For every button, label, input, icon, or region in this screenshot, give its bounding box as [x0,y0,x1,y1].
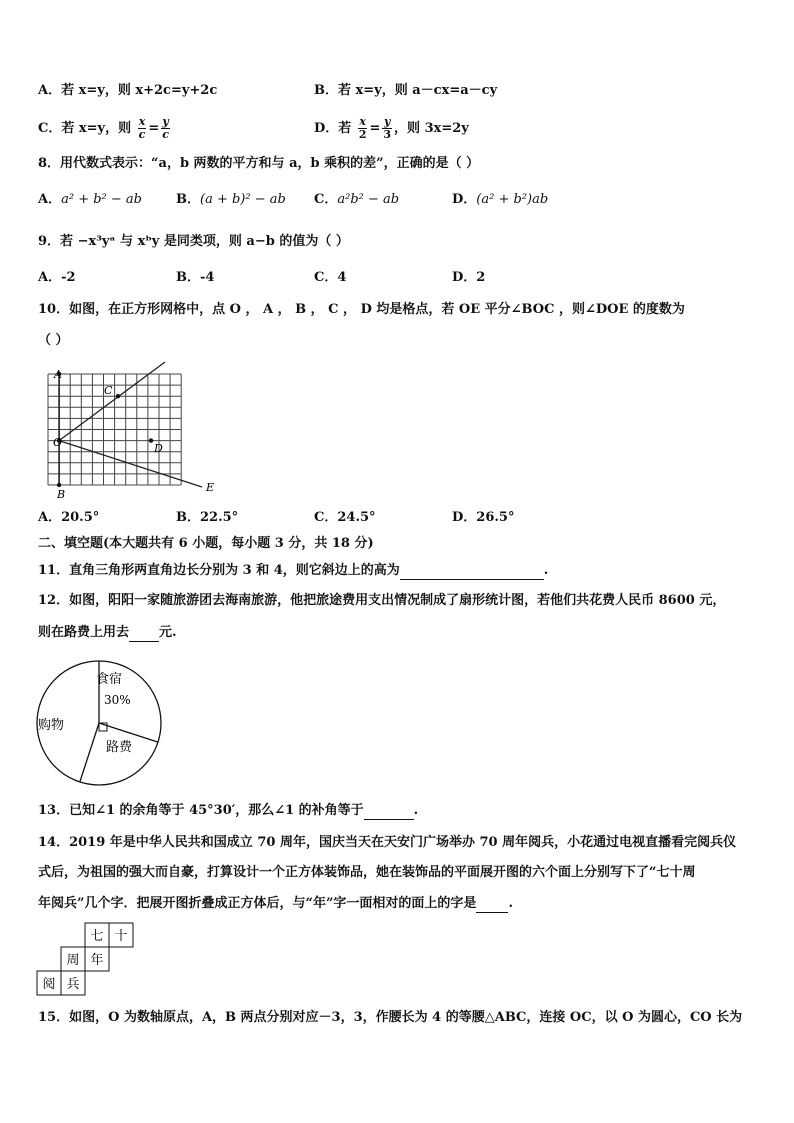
option-label: C． [314,192,338,207]
fraction [138,116,147,141]
option-label: B． [176,192,200,207]
option-text: 若 x=y，则 x+2c=y+2c [61,83,218,98]
option-label: C． [38,121,62,136]
question-text: 年阅兵”几个字．把展开图折叠成正方体后，与“年”字一面相对的面上的字是 [38,896,477,911]
q8-option-c [314,191,399,209]
net-char: 七 [90,929,104,944]
q8-option-d [452,191,548,209]
q14-line2: 式后，为祖国的强大而自豪，打算设计一个正方体装饰品，她在装饰品的平面展开图的六个面上分别写下了“七十周 [38,865,696,880]
net-char: 周 [66,953,80,968]
option-text: -2 [61,270,76,285]
sector-label-food: 食宿 [96,672,123,687]
q14-line1: 14．2019 年是中华人民共和国成立 70 周年，国庆当天在天安门广场举办 70 周年阅兵，小花通过电视直播看完阅兵仪 [38,835,737,850]
numerator: y [384,115,391,128]
option-label: A． [38,83,62,98]
q7-option-d [314,116,469,141]
option-text: 4 [337,270,347,285]
sector-label-travel: 路费 [106,740,133,755]
q10-option-a [38,509,99,527]
net-char: 年 [90,953,104,968]
option-text: 26.5° [476,510,515,525]
cube-net [36,922,138,996]
option-label: B． [176,510,200,525]
label-c: C [104,384,113,397]
option-label: A． [38,270,62,285]
q11 [38,562,548,580]
option-text: ，则 3x=2y [394,121,469,136]
option-label: A． [38,510,62,525]
question-end: 元. [159,625,177,640]
equals-sign: = [369,121,381,136]
numerator: x [359,115,366,128]
denominator: 2 [358,128,367,141]
sector-label-shopping: 购物 [38,718,65,733]
option-text: 若 x=y，则 [61,121,132,136]
q12-line1: 12．如图，阳阳一家随旅游团去海南旅游，他把旅途费用支出情况制成了扇形统计图，若他们共花费人民币 8600 元， [38,593,726,608]
q8-option-a [38,191,142,209]
label-d: D [154,442,163,455]
option-label: C． [314,270,338,285]
q7-option-b [314,82,497,100]
q10-option-b [176,509,238,527]
q7-option-a [38,82,217,100]
question-text: 11．直角三角形两直角边长分别为 3 和 4，则它斜边上的高为 [38,563,400,578]
point-d [149,438,153,442]
q9-option-c [314,269,346,287]
numerator: x [138,115,146,128]
q10-option-c [314,509,376,527]
option-label: D． [452,270,477,285]
denominator: 3 [383,128,392,141]
answer-blank[interactable] [129,627,159,642]
grid-figure [40,360,230,502]
q15: 15．如图，O 为数轴原点，A，B 两点分别对应－3，3，作腰长为 4 的等腰△ABC，连接 OC，以 O 为圆心，CO 长为 [38,1010,743,1025]
option-text: -4 [200,270,215,285]
answer-blank[interactable] [476,898,508,913]
option-label: D． [452,192,477,207]
answer-blank[interactable] [400,565,544,580]
question-end: . [413,803,419,818]
grid [48,374,181,485]
question-end: . [543,563,549,578]
q9-option-d [452,269,485,287]
option-expression: (a² + b²)ab [476,192,549,207]
option-text: 24.5° [337,510,376,525]
option-label: D． [314,121,339,136]
question-end: . [508,896,513,911]
denominator: c [138,128,146,141]
fraction [358,116,368,141]
option-label: A． [38,192,62,207]
fraction [161,116,170,141]
option-label: D． [452,510,477,525]
q9-option-b [176,269,214,287]
numerator: y [162,115,169,128]
sector-percent-food: 30% [104,693,131,707]
option-text: 若 x=y，则 a－cx=a－cy [338,83,498,98]
equals-sign: = [148,121,160,136]
q12-line2 [38,624,177,642]
point-c [116,394,120,398]
denominator: c [162,128,169,141]
label-b: B [57,488,66,501]
q9-stem: 9．若 −x³yᵃ 与 xᵇy 是同类项，则 a−b 的值为（ ） [38,234,349,249]
point-b [57,483,61,487]
q8-stem: 8．用代数式表示：“a，b 两数的平方和与 a，b 乘积的差”，正确的是（ ） [38,156,480,171]
q8-option-b [176,191,286,209]
q10-option-d [452,509,514,527]
q13 [38,802,418,820]
answer-blank[interactable] [364,805,414,820]
question-text: 则在路费上用去 [38,625,130,640]
fraction [382,116,392,141]
option-label: B． [314,83,338,98]
q10-stem: 10．如图，在正方形网格中，点 O ， A ， B ， C ， D 均是格点，若 OE 平分∠BOC ，则∠DOE 的度数为 [38,302,685,317]
section-heading: 二、填空题(本大题共有 6 小题，每小题 3 分，共 18 分) [38,536,374,551]
pie-chart [36,660,166,790]
option-text: 22.5° [200,510,239,525]
option-label: B． [176,270,200,285]
label-e: E [206,481,215,494]
option-expression: (a + b)² − ab [200,192,286,207]
option-text: 2 [476,270,486,285]
option-label: C． [314,510,338,525]
option-expression: a²b² − ab [337,192,400,207]
ray-oe [59,441,202,487]
q9-option-a [38,269,76,287]
option-expression: a² + b² − ab [61,192,142,207]
q10-bracket: （ ） [38,333,69,348]
label-o: O [53,436,63,449]
option-text: 20.5° [61,510,100,525]
q14-line3 [38,895,513,913]
net-char: 十 [114,929,128,944]
net-char: 阅 [42,977,56,992]
label-a: A [54,368,62,381]
net-char: 兵 [66,977,80,992]
q7-option-c [38,116,172,141]
question-text: 13．已知∠1 的余角等于 45°30′，那么∠1 的补角等于 [38,803,364,818]
option-text: 若 [338,121,352,136]
